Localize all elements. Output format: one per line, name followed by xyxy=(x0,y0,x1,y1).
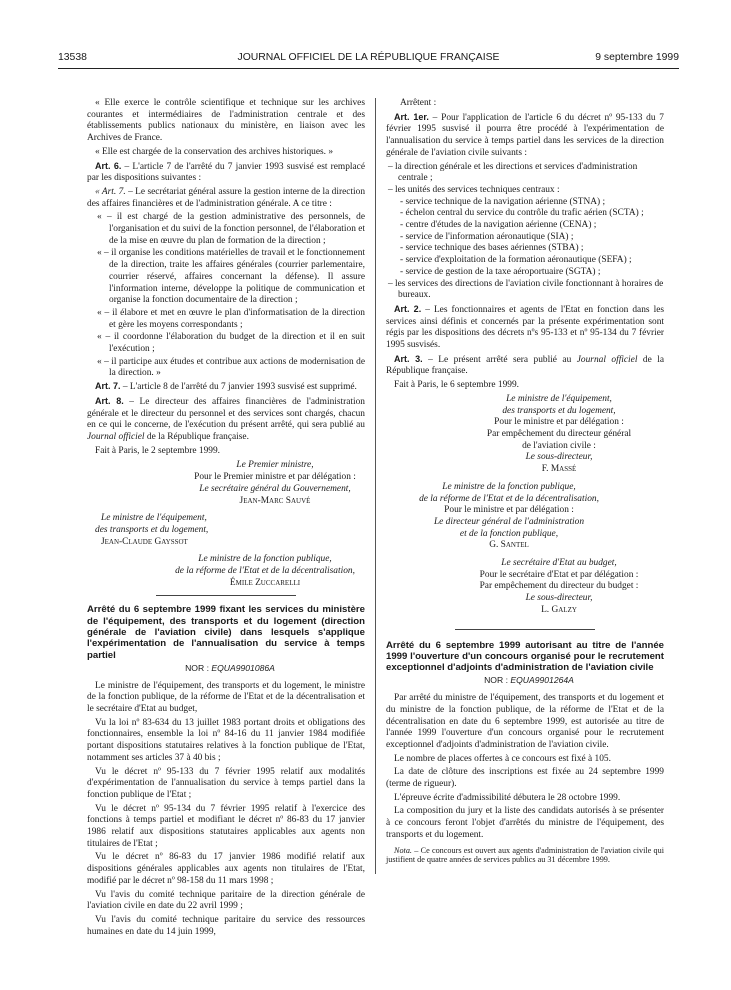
nor-label: NOR : xyxy=(484,675,511,686)
paragraph: « Elle exerce le contrôle scientifique et technique sur les archives courantes et intermédiaires de l'administration centrale et des établissements publics nationaux du ministère, en liaison avec les Archives de France. xyxy=(87,98,365,144)
signatory-name: G. Santel xyxy=(489,540,529,551)
signatory-delegation: de l'aviation civile : xyxy=(522,440,596,451)
article-1 xyxy=(386,112,664,160)
signatory-name: F. Massé xyxy=(541,464,577,475)
nor-label: NOR : xyxy=(185,662,212,673)
journal-name: Journal officiel xyxy=(576,354,638,365)
list-item: – les services des directions de l'aviation civile fonctionnant à horaires de bureaux. xyxy=(388,278,664,301)
article-6 xyxy=(87,161,365,185)
article-text: – L'article 7 de l'arrêté du 7 janvier 1993 susvisé est remplacé par les dispositions suivantes : xyxy=(87,161,365,184)
signatory-role: Le ministre de l'équipement, xyxy=(101,513,207,524)
article-text: – Le présent arrêté sera publié au xyxy=(422,354,577,365)
issue-date: 9 septembre 1999 xyxy=(595,52,679,63)
paragraph: L'épreuve écrite d'admissibilité débutera le 28 octobre 1999. xyxy=(394,792,621,803)
nor-code: EQUA9901264A xyxy=(510,675,574,686)
article-7 xyxy=(87,381,365,394)
section-separator xyxy=(156,595,296,596)
article-label: Art. 3. xyxy=(394,353,423,364)
article-text: – Le secrétariat général assure la gestion interne de la direction des affaires financières et de l'administration générale. A ce titre : xyxy=(87,186,366,209)
column-divider xyxy=(375,98,376,874)
list-item: « – il est chargé de la gestion administrative des personnels, de l'organisation et du suivi de la fonction personnel, de l'élaboration et de la mise en œuvre du plan de formation de la direction ; xyxy=(97,212,366,246)
signature-block xyxy=(386,482,664,552)
article-text: – Pour l'application de l'article 6 du décret nº 95-133 du 7 février 1995 susvisé il pourra être procédé à l'expérimentation de l'annualisation du service à temps partiel dans les services de la direction générale de l'aviation civile suivants : xyxy=(386,112,664,158)
signatory-role: Le directeur général de l'administration xyxy=(433,516,585,527)
paragraph: Vu le décret nº 95-134 du 7 février 1995 relatif à l'exercice des fonctions à temps partiel et modifiant le décret nº 86-83 du 17 janvier 1986 relatif aux dispositions statutaires applicables aux agents non titulaires de l'Etat ; xyxy=(87,803,365,849)
paragraph: Vu le décret nº 95-133 du 7 février 1995 relatif aux modalités d'expérimentation de l'annualisation du service à temps partiel dans la fonction publique de l'Etat ; xyxy=(87,766,365,800)
signatory-role: Le secrétaire général du Gouvernement, xyxy=(199,483,351,494)
article-label: Art. 6. xyxy=(95,160,122,171)
list-item: « – il coordonne l'élaboration du budget de la direction et il en suit l'exécution ; xyxy=(97,332,365,355)
article-text: – Le directeur des affaires financières de l'administration générale et le directeur du personnel et des services sont chargés, chacun en ce qui le concerne, de l'exécution du présent arrêté, qui sera publié au xyxy=(87,396,365,431)
signatory-name: Jean-Marc Sauvé xyxy=(239,495,311,506)
signatory-delegation: Par empêchement du directeur du budget : xyxy=(479,581,639,592)
paragraph: La date de clôture des inscriptions est fixée au 24 septembre 1999 (terme de rigueur). xyxy=(386,767,664,790)
list-item: – les unités des services techniques centraux : xyxy=(388,184,560,195)
signatory-delegation: Pour le Premier ministre et par délégation : xyxy=(194,472,356,483)
signature-block xyxy=(87,554,365,589)
date-line: Fait à Paris, le 2 septembre 1999. xyxy=(95,445,220,456)
decree-title: Arrêté du 6 septembre 1999 fixant les services du ministère de l'équipement, des transports et du logement (direction générale de l'aviation civile) dans lesquels s'applique l'expérimentation de l'annualisation du service à temps partiel xyxy=(87,604,365,661)
signatory-delegation: Par empêchement du directeur général xyxy=(486,428,632,439)
signatory-role: Le sous-directeur, xyxy=(525,593,593,604)
sub-list-item: - service d'exploitation de la formation aéronautique (SEFA) ; xyxy=(400,255,632,266)
paragraph: « Elle est chargée de la conservation des archives historiques. » xyxy=(95,146,334,157)
paragraph: Vu le décret nº 86-83 du 17 janvier 1986 modifié relatif aux dispositions générales applicables aux agents non titulaires de l'Etat, modifié par le décret nº 98-158 du 11 mars 1998 ; xyxy=(87,852,365,886)
left-column xyxy=(87,98,365,940)
signature-block xyxy=(87,513,365,548)
signatory-delegation: Pour le ministre et par délégation : xyxy=(444,505,574,516)
paragraph: La composition du jury et la liste des candidats autorisés à se présenter à ce concours feront l'objet d'arrêtés du ministre de l'équipement, des transports et du logement. xyxy=(386,806,664,840)
paragraph: Vu l'avis du comité technique paritaire de la direction générale de l'aviation civile en date du 22 avril 1999 ; xyxy=(87,889,365,912)
signatory-role: et de la fonction publique, xyxy=(459,528,559,539)
sub-list-item: - service technique des bases aériennes (STBA) ; xyxy=(400,243,584,254)
article-7-quoted xyxy=(87,187,365,210)
journal-title: JOURNAL OFFICIEL DE LA RÉPUBLIQUE FRANÇAISE xyxy=(237,52,500,63)
article-text: – L'article 8 de l'arrêté du 7 janvier 1993 susvisé est supprimé. xyxy=(120,382,357,393)
signatory-role: Le Premier ministre, xyxy=(236,460,314,471)
article-label: Art. 7. xyxy=(95,381,121,392)
running-header xyxy=(58,52,679,66)
signatory-name: Émile Zuccarelli xyxy=(229,577,301,588)
signatory-role: Le ministre de la fonction publique, xyxy=(442,481,576,492)
nor-code: EQUA9901086A xyxy=(211,662,275,673)
paragraph: Vu l'avis du comité technique paritaire du service des ressources humaines en date du 14 juin 1999, xyxy=(87,914,365,937)
nor-reference xyxy=(386,675,664,687)
signature-block xyxy=(87,460,365,507)
date-line: Fait à Paris, le 6 septembre 1999. xyxy=(394,380,519,391)
right-column xyxy=(386,98,664,867)
signatory-name: Jean-Claude Gayssot xyxy=(101,536,188,547)
signatory-role: de la réforme de l'Etat et de la décentralisation, xyxy=(419,493,599,504)
signatory-role: des transports et du logement, xyxy=(502,405,616,416)
nor-reference xyxy=(87,663,365,675)
paragraph: Vu la loi nº 83-634 du 13 juillet 1983 portant droits et obligations des fonctionnaires, ensemble la loi nº 84-16 du 11 janvier 1984 modifiée portant dispositions statutaires relatives à la fonction publique de l'Etat, notamment ses articles 37 à 40 bis ; xyxy=(87,717,365,763)
signature-block xyxy=(386,558,664,617)
article-text: de la République française. xyxy=(144,431,249,442)
article-3 xyxy=(386,354,664,378)
article-label: Art. 8. xyxy=(95,395,124,406)
header-rule xyxy=(58,68,679,69)
article-label: Art. 2. xyxy=(394,303,422,314)
paragraph: Par arrêté du ministre de l'équipement, des transports et du logement et du ministre de la fonction publique, de la réforme de l'Etat et de la décentralisation en date du 6 septembre 1999, est autorisée au titre de l'année 1999 l'ouverture d'un concours organisé pour le recrutement exceptionnel d'adjoints d'administration de l'aviation civile. xyxy=(386,693,664,750)
page-number: 13538 xyxy=(58,52,87,63)
list-item: « – il organise les conditions matérielles de travail et le fonctionnement de la direction, traite les affaires générales (courrier parlementaire, courrier réservé, affaires concernant la défense). Il assure l'information interne, développe la politique de communication et organise la fonction documentaire de la direction ; xyxy=(97,248,365,306)
article-text: de la République française. xyxy=(386,354,664,377)
nota xyxy=(386,846,664,866)
sub-list-item: - service de l'information aéronautique (SIA) ; xyxy=(400,231,574,242)
sub-list-item: - service de gestion de la taxe aéroportuaire (SGTA) ; xyxy=(400,266,601,277)
signatory-role: Le sous-directeur, xyxy=(525,452,593,463)
nota-label: Nota. xyxy=(394,845,412,855)
signatory-name: L. Galzy xyxy=(541,604,577,615)
article-2 xyxy=(386,304,664,352)
signatory-role: des transports et du logement, xyxy=(95,524,209,535)
article-label: Art. 1er. xyxy=(394,111,429,122)
sub-list-item: - centre d'études de la navigation aérienne (CENA) ; xyxy=(400,220,597,231)
nota-text: – Ce concours est ouvert aux agents d'administration de l'aviation civile qui justifient de quatre années de services publics au 31 décembre 1999. xyxy=(386,845,664,865)
section-separator xyxy=(455,629,595,630)
signatory-delegation: Pour le secrétaire d'Etat et par délégation : xyxy=(479,569,639,580)
sub-list-item: - service technique de la navigation aérienne (STNA) ; xyxy=(400,196,606,207)
signatory-role: de la réforme de l'Etat et de la décentralisation, xyxy=(175,566,355,577)
paragraph: Le ministre de l'équipement, des transports et du logement, le ministre de la fonction publique, de la réforme de l'Etat et de la décentralisation et le secrétaire d'Etat au budget, xyxy=(87,680,365,715)
journal-name: Journal officiel xyxy=(87,431,145,442)
list-item: « – il élabore et met en œuvre le plan d'informatisation de la direction et gère les moyens correspondants ; xyxy=(97,307,365,330)
arretent: Arrêtent : xyxy=(400,98,437,108)
paragraph: Le nombre de places offertes à ce concours est fixé à 105. xyxy=(394,753,611,764)
decree-title: Arrêté du 6 septembre 1999 autorisant au titre de l'année 1999 l'ouverture d'un concours organisé pour le recrutement exceptionnel d'adjoints d'administration de l'aviation civile xyxy=(386,639,664,674)
article-8 xyxy=(87,396,365,444)
article-label: « Art. 7. xyxy=(95,186,126,197)
article-text: – Les fonctionnaires et agents de l'Etat en fonction dans les services ainsi définis et concernés par la présente expérimentation sont régis par les dispositions des décrets nºs 95-133 et nº 95-134 du 7 février 1995 susvisés. xyxy=(386,304,664,351)
list-item: – la direction générale et les directions et services d'administration centrale ; xyxy=(388,161,638,184)
sub-list-item: - échelon central du service du contrôle du trafic aérien (SCTA) ; xyxy=(400,208,644,219)
signatory-role: Le ministre de l'équipement, xyxy=(506,393,612,404)
signatory-role: Le secrétaire d'Etat au budget, xyxy=(501,558,617,569)
signature-block xyxy=(386,394,664,476)
signatory-role: Le ministre de la fonction publique, xyxy=(198,554,332,565)
list-item: « – il participe aux études et contribue aux actions de modernisation de la direction. » xyxy=(97,356,365,379)
signatory-delegation: Pour le ministre et par délégation : xyxy=(494,417,624,428)
